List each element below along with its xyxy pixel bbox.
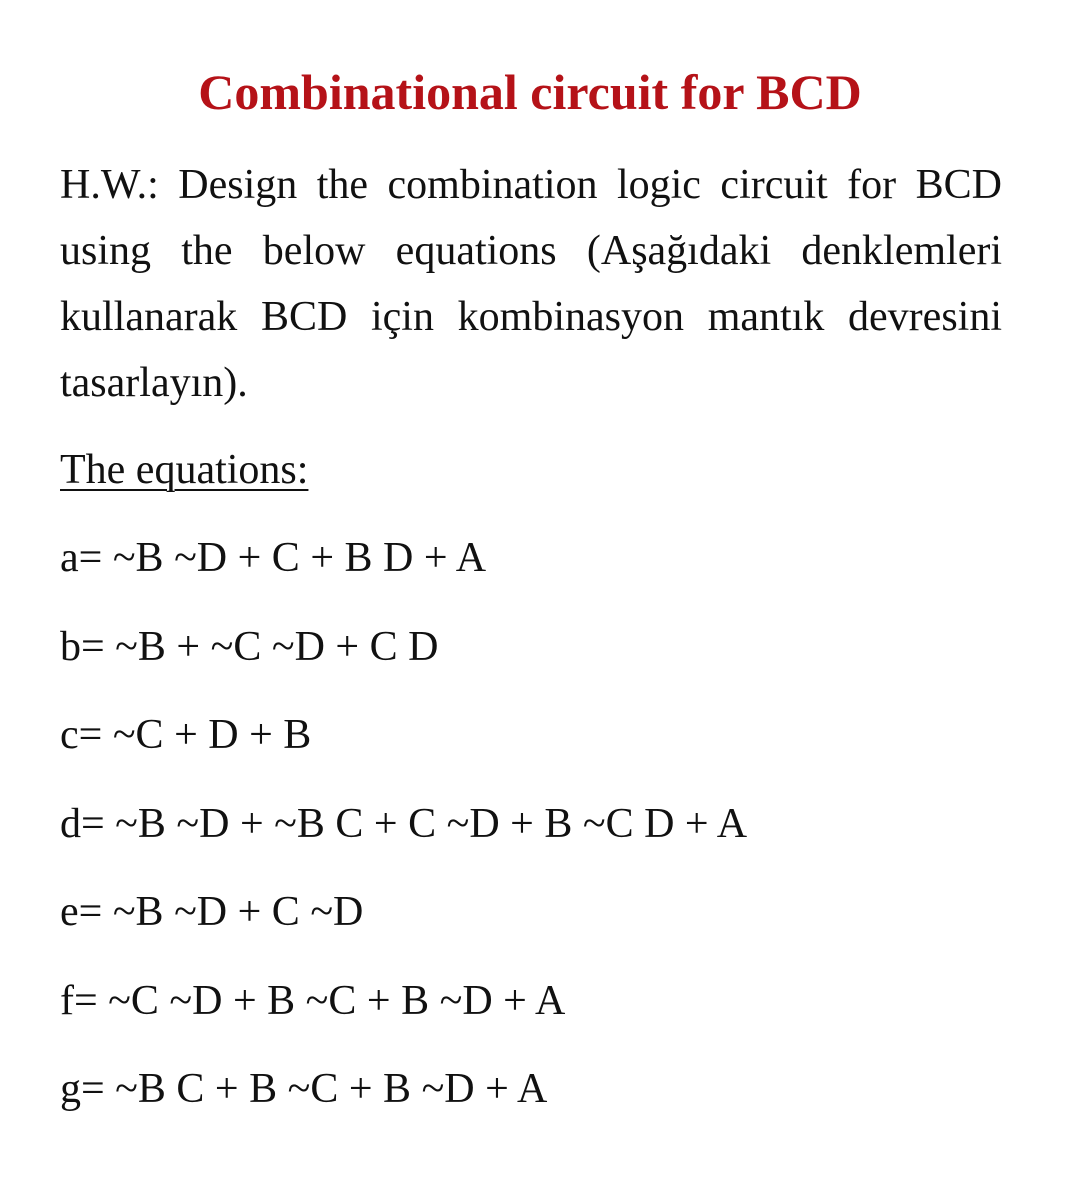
page-title: Combinational circuit for BCD	[198, 64, 862, 120]
equation-list	[60, 528, 747, 1148]
equation-d: d= ~B ~D + ~B C + C ~D + B ~C D + A	[60, 800, 748, 847]
homework-instruction: H.W.: Design the combination logic circuit for BCD using the below equations (Aşağıdaki denklemleri kullanarak BCD için kombinasyon mantık devresini tasarlayın).	[60, 162, 1002, 406]
equation-c: c= ~C + D + B	[60, 712, 312, 758]
equation-e: e= ~B ~D + C ~D	[60, 889, 364, 935]
equation-f: f= ~C ~D + B ~C + B ~D + A	[60, 977, 566, 1024]
equations-heading: The equations:	[60, 447, 309, 493]
equation-b: b= ~B + ~C ~D + C D	[60, 623, 439, 670]
equation-a: a= ~B ~D + C + B D + A	[60, 535, 487, 581]
equation-g: g= ~B C + B ~C + B ~D + A	[60, 1066, 548, 1112]
